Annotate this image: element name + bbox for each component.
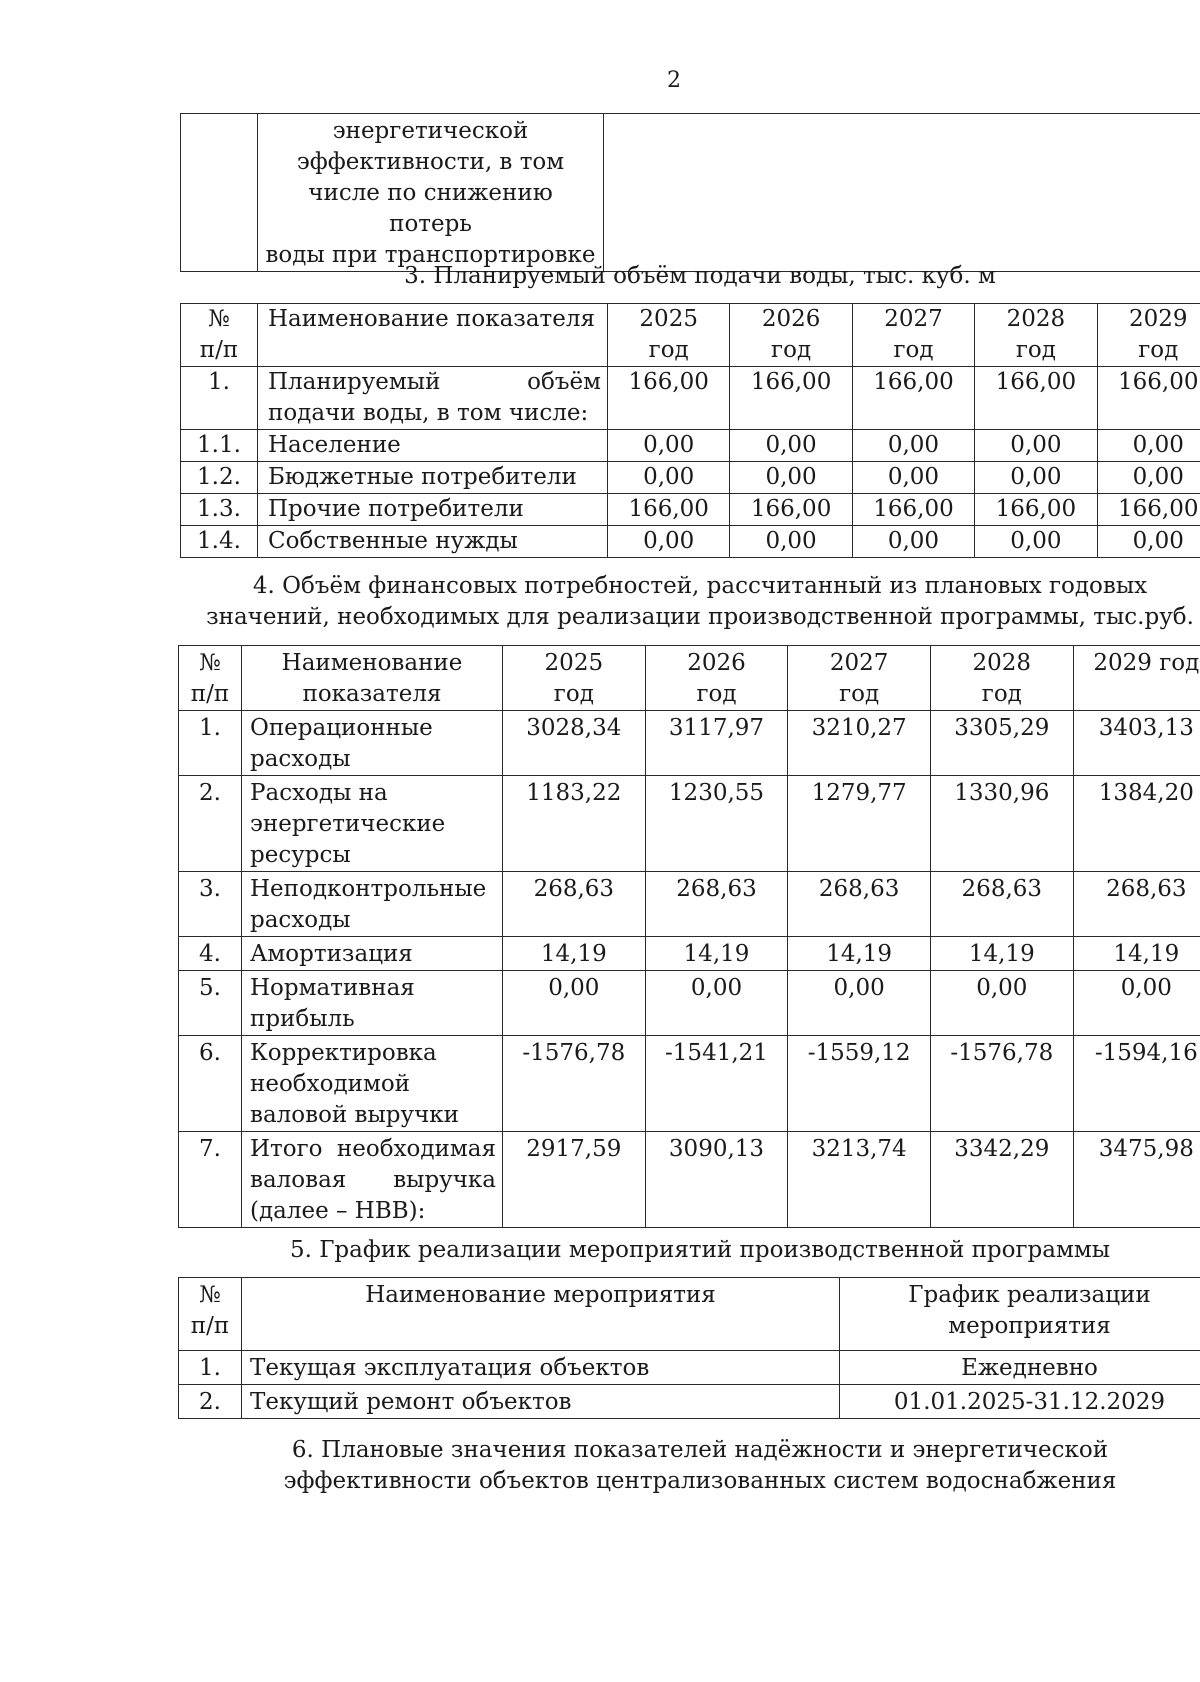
table-row	[179, 776, 1200, 872]
row-number: 2.	[179, 1385, 242, 1419]
table-row	[179, 1351, 1200, 1385]
row-name: Текущая эксплуатация объектов	[242, 1351, 840, 1385]
row-value	[604, 114, 1200, 272]
row-value: 1384,20	[1073, 776, 1200, 872]
table-row	[179, 1132, 1200, 1228]
row-number: 1.3.	[181, 494, 258, 526]
row-value: 0,00	[852, 430, 974, 462]
row-number: 1.	[179, 1351, 242, 1385]
header-year: 2029 год	[1073, 646, 1200, 711]
financial-needs-table	[178, 645, 1200, 1228]
header-year: 2026 год	[645, 646, 788, 711]
row-value: -1576,78	[503, 1036, 646, 1132]
row-name: энергетической эффективности, в том числе по снижению потерь воды при транспортировке	[258, 114, 604, 272]
row-value: 166,00	[608, 367, 730, 430]
table-header-row	[179, 1278, 1200, 1351]
row-value: 14,19	[645, 937, 788, 971]
row-number: 2.	[179, 776, 242, 872]
row-value: 14,19	[503, 937, 646, 971]
row-value: 0,00	[608, 462, 730, 494]
table-row	[179, 711, 1200, 776]
table-row	[179, 937, 1200, 971]
section-5-title: 5. График реализации мероприятий производственной программы	[289, 1237, 1111, 1263]
row-value: 1230,55	[645, 776, 788, 872]
row-value: 0,00	[645, 971, 788, 1036]
row-value: 166,00	[852, 367, 974, 430]
row-value: 0,00	[975, 462, 1097, 494]
table-row	[181, 430, 1200, 462]
row-value: 0,00	[1097, 526, 1200, 558]
row-number: 1.2.	[181, 462, 258, 494]
row-number: 1.1.	[181, 430, 258, 462]
section-6-title: 6. Плановые значения показателей надёжности и энергетической эффективности объектов централизованных систем водоснабжения	[283, 1437, 1117, 1494]
row-value: 0,00	[975, 430, 1097, 462]
header-year: 2026 год	[730, 304, 852, 367]
row-name: Корректировка необходимой валовой выручки	[242, 1036, 503, 1132]
row-number: 1.4.	[181, 526, 258, 558]
table-row	[181, 114, 1200, 272]
row-value: 166,00	[730, 367, 852, 430]
row-value: 166,00	[852, 494, 974, 526]
row-value: 166,00	[730, 494, 852, 526]
row-value: 0,00	[852, 462, 974, 494]
row-value: 166,00	[608, 494, 730, 526]
row-name: Расходы на энергетические ресурсы	[242, 776, 503, 872]
row-value: -1594,16	[1073, 1036, 1200, 1132]
header-year: 2028 год	[930, 646, 1073, 711]
row-value: 14,19	[930, 937, 1073, 971]
row-value: 0,00	[1073, 971, 1200, 1036]
table-row	[179, 1036, 1200, 1132]
row-number: 4.	[179, 937, 242, 971]
row-value: 0,00	[975, 526, 1097, 558]
row-value: 166,00	[975, 494, 1097, 526]
section-4-title: 4. Объём финансовых потребностей, рассчитанный из плановых годовых значений, необходимых для реализации производственной программы, тыс.руб.	[206, 573, 1194, 630]
header-schedule: График реализации мероприятия	[840, 1278, 1200, 1351]
row-value: 268,63	[788, 872, 931, 937]
row-number: 5.	[179, 971, 242, 1036]
row-value: 3210,27	[788, 711, 931, 776]
header-num: № п/п	[181, 304, 258, 367]
row-value: 0,00	[730, 430, 852, 462]
row-value: 268,63	[930, 872, 1073, 937]
row-number	[181, 114, 258, 272]
row-value: 166,00	[1097, 367, 1200, 430]
row-value: 14,19	[788, 937, 931, 971]
row-value: 268,63	[645, 872, 788, 937]
continuation-table	[180, 113, 1200, 272]
header-year: 2029 год	[1097, 304, 1200, 367]
table-row	[181, 526, 1200, 558]
row-value: 3305,29	[930, 711, 1073, 776]
row-value: 3117,97	[645, 711, 788, 776]
row-value: 0,00	[608, 526, 730, 558]
row-value: 0,00	[1097, 462, 1200, 494]
row-name: Текущий ремонт объектов	[242, 1385, 840, 1419]
row-value: 0,00	[608, 430, 730, 462]
header-year: 2027 год	[788, 646, 931, 711]
header-name: Наименование показателя	[242, 646, 503, 711]
row-value: -1559,12	[788, 1036, 931, 1132]
row-value: 3028,34	[503, 711, 646, 776]
table-header-row	[179, 646, 1200, 711]
row-value: 3090,13	[645, 1132, 788, 1228]
row-name: Амортизация	[242, 937, 503, 971]
row-number: 6.	[179, 1036, 242, 1132]
row-number: 7.	[179, 1132, 242, 1228]
table-header-row	[181, 304, 1200, 367]
row-value: 14,19	[1073, 937, 1200, 971]
header-num: № п/п	[179, 1278, 242, 1351]
row-name: Итого необходимая валовая выручка (далее – НВВ):	[242, 1132, 503, 1228]
table-row	[181, 494, 1200, 526]
row-value: 2917,59	[503, 1132, 646, 1228]
row-value: 3475,98	[1073, 1132, 1200, 1228]
header-name: Наименование мероприятия	[242, 1278, 840, 1351]
row-value: 268,63	[1073, 872, 1200, 937]
row-value: 0,00	[1097, 430, 1200, 462]
row-schedule: Ежедневно	[840, 1351, 1200, 1385]
row-name: Население	[258, 430, 608, 462]
header-year: 2025 год	[608, 304, 730, 367]
row-value: 0,00	[852, 526, 974, 558]
table-row	[179, 971, 1200, 1036]
row-value: 0,00	[730, 526, 852, 558]
row-value: 166,00	[1097, 494, 1200, 526]
row-number: 3.	[179, 872, 242, 937]
header-name: Наименование показателя	[258, 304, 608, 367]
row-value: 166,00	[975, 367, 1097, 430]
row-name: Собственные нужды	[258, 526, 608, 558]
page-number: 2	[667, 68, 681, 93]
row-value: 0,00	[730, 462, 852, 494]
row-name: Бюджетные потребители	[258, 462, 608, 494]
row-value: 268,63	[503, 872, 646, 937]
header-year: 2028 год	[975, 304, 1097, 367]
row-name: Прочие потребители	[258, 494, 608, 526]
row-value: 3342,29	[930, 1132, 1073, 1228]
row-value: 0,00	[930, 971, 1073, 1036]
row-name: Операционные расходы	[242, 711, 503, 776]
row-value: 1279,77	[788, 776, 931, 872]
row-name: Неподконтрольные расходы	[242, 872, 503, 937]
schedule-table	[178, 1277, 1200, 1419]
water-supply-table	[180, 303, 1200, 558]
row-value: 1330,96	[930, 776, 1073, 872]
header-year: 2027 год	[852, 304, 974, 367]
row-name: Нормативная прибыль	[242, 971, 503, 1036]
row-schedule: 01.01.2025-31.12.2029	[840, 1385, 1200, 1419]
section-3-title: 3. Планируемый объём подачи воды, тыс. куб. м	[404, 263, 996, 289]
row-value: 0,00	[788, 971, 931, 1036]
table-row	[181, 462, 1200, 494]
table-row	[179, 872, 1200, 937]
row-number: 1.	[181, 367, 258, 430]
header-num: № п/п	[179, 646, 242, 711]
row-value: 3403,13	[1073, 711, 1200, 776]
row-value: -1576,78	[930, 1036, 1073, 1132]
table-row	[181, 367, 1200, 430]
row-value: 0,00	[503, 971, 646, 1036]
row-value: -1541,21	[645, 1036, 788, 1132]
table-row	[179, 1385, 1200, 1419]
row-value: 3213,74	[788, 1132, 931, 1228]
row-name: Планируемый объём подачи воды, в том числе:	[258, 367, 608, 430]
row-number: 1.	[179, 711, 242, 776]
row-value: 1183,22	[503, 776, 646, 872]
header-year: 2025 год	[503, 646, 646, 711]
